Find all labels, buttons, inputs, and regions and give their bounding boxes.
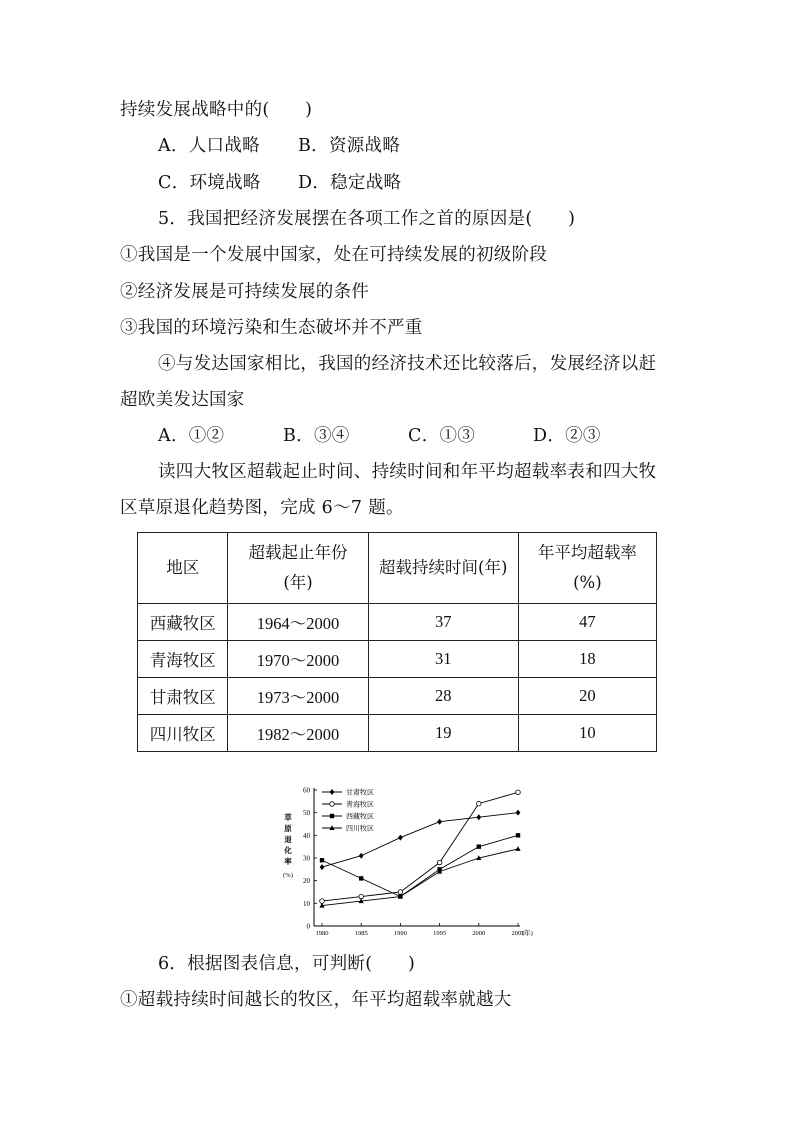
cell-duration: 31 bbox=[368, 641, 518, 678]
cell-region: 西藏牧区 bbox=[138, 604, 228, 641]
table-row bbox=[138, 604, 657, 641]
data-point bbox=[359, 894, 364, 899]
cell-duration: 19 bbox=[368, 715, 518, 752]
header-duration: 超载持续时间(年) bbox=[368, 533, 518, 604]
table-row bbox=[138, 678, 657, 715]
cell-region: 四川牧区 bbox=[138, 715, 228, 752]
y-axis-label-unit: (%) bbox=[283, 872, 293, 879]
x-tick-label: 1980 bbox=[315, 930, 329, 937]
option-d[interactable]: D．②③ bbox=[533, 426, 601, 446]
cell-rate: 20 bbox=[518, 678, 656, 715]
legend-marker bbox=[330, 802, 335, 807]
data-point bbox=[320, 864, 325, 870]
legend-label: 四川牧区 bbox=[346, 824, 374, 833]
option-c[interactable]: C．环境战略 bbox=[158, 173, 261, 193]
x-tick-label: 1990 bbox=[393, 930, 407, 937]
cell-duration: 37 bbox=[368, 604, 518, 641]
x-tick-label: 2000 bbox=[472, 930, 486, 937]
header-rate-line1: 年平均超载率 bbox=[537, 543, 637, 562]
option-c[interactable]: C．①③ bbox=[408, 426, 476, 446]
q5-statement-1: ①我国是一个发展中国家，处在可持续发展的初级阶段 bbox=[120, 245, 548, 265]
header-region: 地区 bbox=[138, 533, 228, 604]
legend-marker bbox=[330, 814, 334, 818]
series-line-2 bbox=[322, 792, 518, 901]
q4-options-2 bbox=[158, 171, 401, 195]
table-row bbox=[138, 715, 657, 752]
cell-region: 青海牧区 bbox=[138, 641, 228, 678]
q6-stem: 6．根据图表信息，可判断( ) bbox=[158, 954, 416, 974]
option-d[interactable]: D．稳定战略 bbox=[298, 173, 402, 193]
intro-line-b: 区草原退化趋势图，完成 6～7 题。 bbox=[120, 498, 404, 518]
data-point bbox=[476, 814, 481, 820]
cell-rate: 18 bbox=[518, 641, 656, 678]
grassland-degradation-chart bbox=[278, 780, 558, 942]
cell-years: 1982～2000 bbox=[228, 715, 368, 752]
q6-statement-1: ①超载持续时间越长的牧区，年平均超载率就越大 bbox=[120, 990, 512, 1010]
option-b[interactable]: B．③④ bbox=[283, 426, 350, 446]
header-rate bbox=[518, 533, 656, 604]
data-point bbox=[320, 899, 325, 904]
data-point bbox=[477, 801, 482, 806]
data-point bbox=[398, 890, 403, 895]
overload-table bbox=[137, 532, 657, 752]
y-tick-label: 60 bbox=[303, 786, 310, 795]
data-point bbox=[516, 810, 521, 816]
legend-label: 青海牧区 bbox=[346, 800, 374, 809]
header-years bbox=[228, 533, 368, 604]
q5-stem: 5．我国把经济发展摆在各项工作之首的原因是( ) bbox=[158, 209, 576, 229]
legend-label: 甘肃牧区 bbox=[346, 788, 374, 797]
legend-label: 西藏牧区 bbox=[346, 812, 374, 821]
y-axis-label-char: 化 bbox=[284, 846, 292, 855]
x-tick-label: 1995 bbox=[433, 930, 447, 937]
y-axis-label-char: 草 bbox=[284, 813, 292, 822]
data-point bbox=[320, 858, 324, 862]
cell-region: 甘肃牧区 bbox=[138, 678, 228, 715]
y-axis-label-char: 率 bbox=[284, 857, 292, 866]
data-point bbox=[477, 844, 481, 848]
y-tick-label: 40 bbox=[303, 831, 310, 840]
data-point bbox=[516, 790, 521, 795]
header-years-line1: 超载起止年份 bbox=[248, 543, 348, 562]
cell-years: 1964～2000 bbox=[228, 604, 368, 641]
series-line-1 bbox=[322, 813, 518, 867]
q5-statement-3: ③我国的环境污染和生态破坏并不严重 bbox=[120, 318, 423, 338]
q5-statement-4b: 超欧美发达国家 bbox=[120, 390, 245, 410]
q5-statement-2: ②经济发展是可持续发展的条件 bbox=[120, 282, 370, 302]
cell-rate: 47 bbox=[518, 604, 656, 641]
y-tick-label: 50 bbox=[303, 809, 310, 818]
table-row bbox=[138, 641, 657, 678]
legend-marker bbox=[330, 789, 335, 795]
table-header-row bbox=[138, 533, 657, 604]
cell-years: 1973～2000 bbox=[228, 678, 368, 715]
header-years-line2: (年) bbox=[283, 573, 313, 592]
y-tick-label: 30 bbox=[303, 854, 310, 863]
y-axis-label-char: 退 bbox=[284, 835, 292, 844]
option-b[interactable]: B．资源战略 bbox=[298, 136, 401, 156]
y-tick-label: 0 bbox=[306, 922, 310, 931]
data-point bbox=[359, 876, 363, 880]
q5-statement-4a: ④与发达国家相比，我国的经济技术还比较落后，发展经济以赶 bbox=[158, 354, 657, 374]
data-point bbox=[437, 819, 442, 825]
intro-line-a: 读四大牧区超载起止时间、持续时间和年平均超载率表和四大牧 bbox=[158, 462, 657, 482]
cell-rate: 10 bbox=[518, 715, 656, 752]
data-point bbox=[516, 833, 520, 837]
series-line-3 bbox=[322, 835, 518, 896]
x-tick-label: 1985 bbox=[354, 930, 368, 937]
option-a[interactable]: A．人口战略 bbox=[158, 136, 260, 156]
option-a[interactable]: A．①② bbox=[158, 426, 225, 446]
q4-options bbox=[158, 134, 400, 158]
data-point bbox=[398, 835, 403, 841]
data-point bbox=[437, 860, 442, 865]
q5-options bbox=[158, 424, 601, 448]
y-axis-label-char: 原 bbox=[284, 824, 292, 833]
y-tick-label: 10 bbox=[303, 899, 310, 908]
header-rate-line2: (%) bbox=[573, 573, 602, 592]
data-point bbox=[515, 846, 520, 851]
y-tick-label: 20 bbox=[303, 877, 310, 886]
x-axis-label: (年) bbox=[522, 930, 533, 937]
x-tick-label: 2005 bbox=[511, 930, 525, 937]
cell-years: 1970～2000 bbox=[228, 641, 368, 678]
continuation-line: 持续发展战略中的( ) bbox=[120, 100, 313, 120]
cell-duration: 28 bbox=[368, 678, 518, 715]
data-point bbox=[359, 853, 364, 859]
